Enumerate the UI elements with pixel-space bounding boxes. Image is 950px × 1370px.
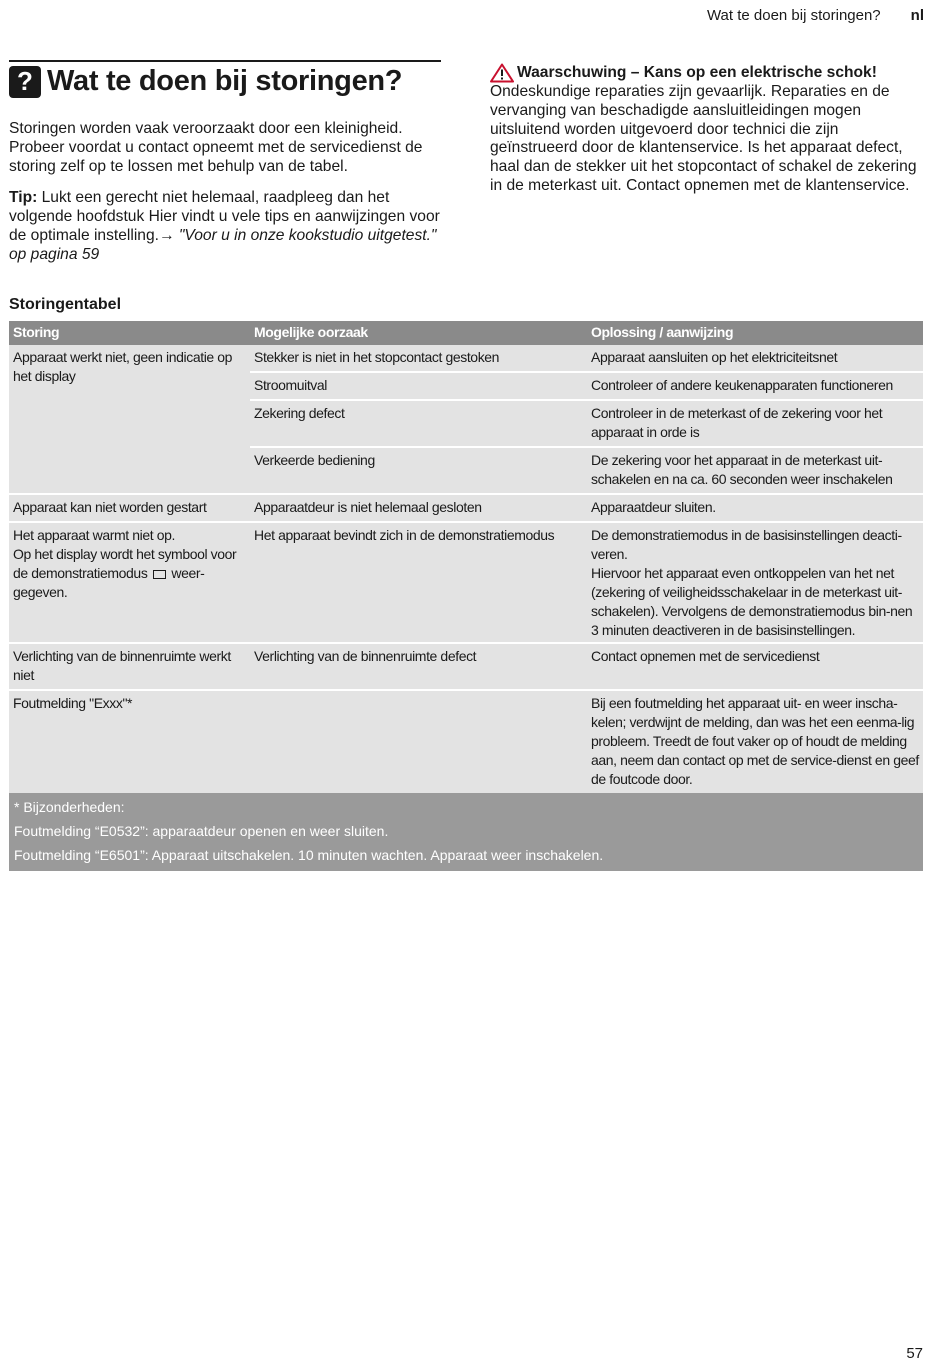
solution-cell: Controleer in de meterkast of de zekering voor het apparaat in orde is <box>591 405 883 440</box>
fault-cell: Apparaat werkt niet, geen indicatie op het display <box>13 349 233 384</box>
tip-reference-link[interactable]: "Voor u in onze kookstudio uitgetest." <box>174 226 437 244</box>
table-subrow <box>250 373 923 401</box>
warning-text: Ondeskundige reparaties zijn gevaarlijk. Reparaties en de vervanging van beschadigde aansluitleidingen mogen uitsluitend worden uitgevoerd door technici die zijn geïnstrueerd door de klantenservice. Is het apparaat defect, haal dan de stekker uit het stopcontact of schakel de zekering in de meterkast uit. Contact opnemen met de klantenservice. <box>490 83 917 194</box>
table-row <box>9 345 923 495</box>
cause-cell: Verkeerde bediening <box>254 452 375 468</box>
table-row <box>9 523 923 644</box>
footnote-line: Foutmelding “E0532”: apparaatdeur openen en weer sluiten. <box>14 823 389 839</box>
solution-line: Hiervoor het apparaat even ontkoppelen van het net (zekering of veiligheidsschakelaar in de meterkast uit-schakelen). Vervolgens de demonstratiemodus bin-nen 3 minuten deactiveren in de basisinstellingen. <box>591 565 913 638</box>
fault-cell: Apparaat kan niet worden gestart <box>13 499 207 515</box>
heading-block <box>9 60 441 98</box>
solution-cell: Apparaat aansluiten op het elektriciteitsnet <box>591 349 838 365</box>
intro-paragraph: Storingen worden vaak veroorzaakt door een kleinigheid. Probeer voordat u contact opneemt met de servicedienst de storing zelf op te lossen met behulp van de tabel. <box>9 120 423 175</box>
table-subrow <box>250 448 923 493</box>
solution-cell: Apparaatdeur sluiten. <box>591 499 716 515</box>
header-cause: Mogelijke oorzaak <box>254 324 368 340</box>
cause-cell: Apparaatdeur is niet helemaal gesloten <box>254 499 482 515</box>
table-footnote <box>9 793 923 871</box>
header-storing: Storing <box>13 324 60 340</box>
solution-cell: De zekering voor het apparaat in de meterkast uit-schakelen en na ca. 60 seconden weer inschakelen <box>591 452 893 487</box>
table-header-row <box>9 321 923 345</box>
warning-heading <box>490 63 922 83</box>
tip-reference-page: op pagina 59 <box>9 245 100 263</box>
tip-paragraph <box>9 189 441 264</box>
page-title: Wat te doen bij storingen? <box>47 65 403 97</box>
question-mark-icon: ? <box>9 66 41 98</box>
display-symbol-icon <box>153 570 166 579</box>
fault-cell: Verlichting van de binnenruimte werkt niet <box>13 648 231 683</box>
running-head <box>707 7 924 24</box>
warning-block <box>490 63 922 196</box>
cause-cell: Verlichting van de binnenruimte defect <box>254 648 477 664</box>
warning-title: Waarschuwing – Kans op een elektrische schok! <box>517 63 877 81</box>
table-subrow <box>250 401 923 448</box>
cause-cell: Het apparaat bevindt zich in de demonstratiemodus <box>254 527 555 543</box>
page-number: 57 <box>906 1345 923 1362</box>
fault-line: Op het display wordt het symbool voor de demonstratiemodus weer-gegeven. <box>13 546 237 600</box>
fault-cell <box>9 523 250 642</box>
footnote-line: Foutmelding “E6501”: Apparaat uitschakelen. 10 minuten wachten. Apparaat weer inschakelen. <box>14 847 604 863</box>
solution-line: De demonstratiemodus in de basisinstellingen deacti-veren. <box>591 527 902 562</box>
table-row <box>9 495 923 523</box>
left-column <box>9 60 441 265</box>
footnote-title: * Bijzonderheden: <box>14 799 125 815</box>
cause-cell: Zekering defect <box>254 405 345 421</box>
cause-cell <box>250 691 587 793</box>
table-row <box>9 644 923 691</box>
cause-cell: Stekker is niet in het stopcontact gestoken <box>254 349 500 365</box>
solution-cell <box>587 523 923 642</box>
table-title: Storingentabel <box>9 296 122 313</box>
tip-label: Tip: <box>9 189 38 207</box>
tip-text: Lukt een gerecht niet helemaal, raadpleeg dan het volgende hoofdstuk Hier vindt u vele tips en aanwijzingen voor de optimale instelling. <box>9 189 440 244</box>
solution-cell: Bij een foutmelding het apparaat uit- en weer inscha-kelen; verdwijnt de melding, dan was het een eenma-lig probleem. Treedt de fout vaker op of houdt de melding aan, neem dan contact op met de service-dienst en geef de foutcode door. <box>591 695 919 787</box>
solution-cell: Controleer of andere keukenapparaten functioneren <box>591 377 893 393</box>
fault-line: Het apparaat warmt niet op. <box>13 527 175 543</box>
warning-triangle-icon <box>490 63 514 83</box>
header-solution: Oplossing / aanwijzing <box>591 324 734 340</box>
language-code: nl <box>910 7 924 24</box>
running-head-title: Wat te doen bij storingen? <box>706 7 881 24</box>
solution-cell: Contact opnemen met de servicedienst <box>591 648 820 664</box>
table-subrow <box>250 345 923 373</box>
arrow-icon: → <box>158 226 175 244</box>
cause-cell: Stroomuitval <box>254 377 328 393</box>
table-row <box>9 691 923 793</box>
fault-table <box>9 321 923 871</box>
fault-cell: Foutmelding "Exxx"* <box>13 695 133 711</box>
subrow-group <box>250 345 923 493</box>
